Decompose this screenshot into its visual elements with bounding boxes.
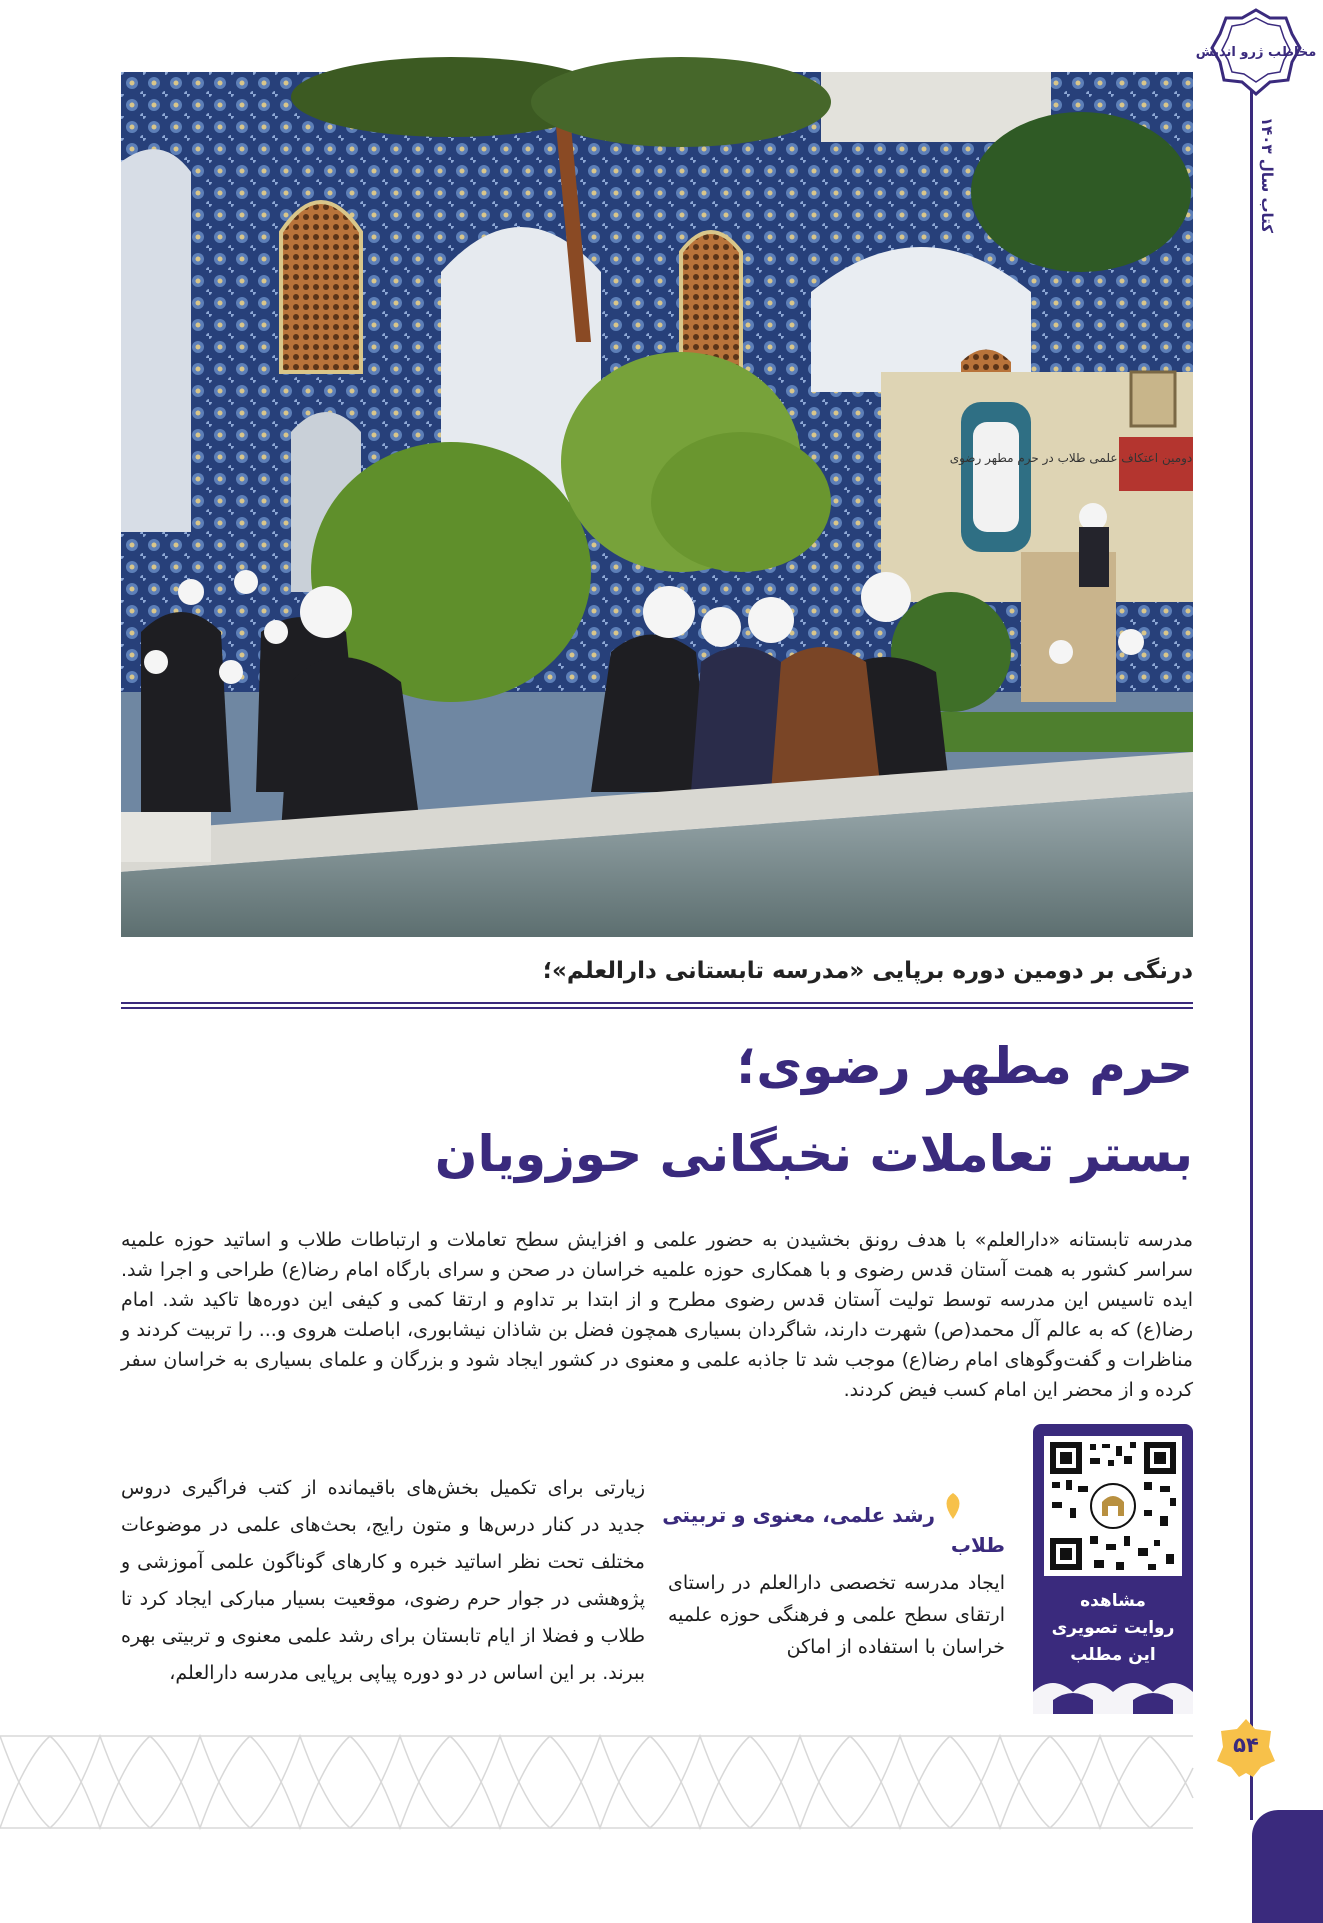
qr-label: [1033, 1588, 1193, 1669]
qr-card[interactable]: [1033, 1424, 1193, 1714]
divider-line: [121, 1002, 1193, 1004]
intro-paragraph: مدرسه تابستانه «دارالعلم» با هدف رونق بخشیدن به حضور علمی و افزایش سطح تعاملات و ارتباطات طلاب و اساتید حوزه علمیه سراسر کشور به همت آستان قدس رضوی و با همکاری حوزه علمیه خراسان در صحن و سرای بارگاه امام رضا(ع) طراحی و اجرا شد. ایده تاسیس این مدرسه توسط تولیت آستان قدس رضوی مطرح و از ابتدا بر تداوم و ارتقا کمی و کیفی این دوره‌ها تاکید شد. امام رضا(ع) که به عالم آل محمد(ص) شهرت دارند، شاگردان بسیاری همچون فضل بن شاذان نیشابوری، اباصلت هروی و... را تربیت کردند و مناظرات و گفت‌وگوهای امام رضا(ع) موجب شد تا جاذبه علمی و معنوی در کشور ایجاد شود و بزرگان و علمای بسیاری به خراسان سفر کرده و از محضر این امام کسب فیض کردند.: [121, 1229, 1193, 1401]
section-heading: رشد علمی، معنوی و تربیتی: [662, 1503, 935, 1527]
right-column-text: ایجاد مدرسه تخصصی دارالعلم در راستای ارتقای سطح علمی و فرهنگی حوزه علمیه خراسان با استفاده از اماکن: [668, 1572, 1005, 1658]
leaf-bullet-icon: [938, 1491, 968, 1521]
side-label: کتاب سال ۱۴۰۳: [1258, 116, 1276, 234]
left-column-text: زیارتی برای تکمیل بخش‌های باقیمانده از کتب فراگیری دروس جدید در کنار درس‌ها و متون رایج، بحث‌های علمی در موضوعات مختلف تحت نظر اساتید خبره و کارهای گوناگون علمی آموزشی و پژوهشی در جوار حرم رضوی، موقعیت بسیار مبارکی ایجاد کرد تا طلاب و فضلا از ایام تابستان برای رشد علمی معنوی و تربیتی بهره ببرند. بر این اساس در دو دوره پیاپی برپایی مدرسه دارالعلم،: [121, 1477, 645, 1684]
article-title: [121, 1022, 1193, 1198]
divider-line: [121, 1007, 1193, 1009]
side-corner-tab: [1252, 1810, 1323, 1923]
qr-label-line-2: روایت تصویری: [1051, 1618, 1175, 1638]
publication-logo: [1195, 4, 1317, 100]
logo-text: مخاطب ژرو اندیش: [1195, 45, 1317, 60]
title-line-2: بستر تعاملات نخبگانی حوزویان: [434, 1125, 1193, 1183]
qr-card-ornament: [1033, 1664, 1193, 1714]
hero-photo: [121, 72, 1193, 937]
banner-text: دومین اعتکاف علمی طلاب در حرم مطهر رضوی: [949, 451, 1193, 465]
article-kicker: درنگی بر دومین دوره برپایی «مدرسه تابستانی دارالعلم»؛: [542, 958, 1193, 984]
section-heading-line-2: طلاب: [950, 1533, 1005, 1557]
title-line-1: حرم مطهر رضوی؛: [736, 1037, 1193, 1095]
courtyard-scene-illustration: [121, 72, 1193, 937]
footer-arch-pattern: [0, 1728, 1193, 1838]
qr-code-icon[interactable]: [1044, 1436, 1182, 1576]
side-border-line: [1250, 90, 1253, 1820]
qr-label-line-3: این مطلب: [1070, 1645, 1156, 1665]
page-number: ۵۴: [1233, 1733, 1259, 1757]
qr-label-line-1: مشاهده: [1080, 1591, 1146, 1611]
